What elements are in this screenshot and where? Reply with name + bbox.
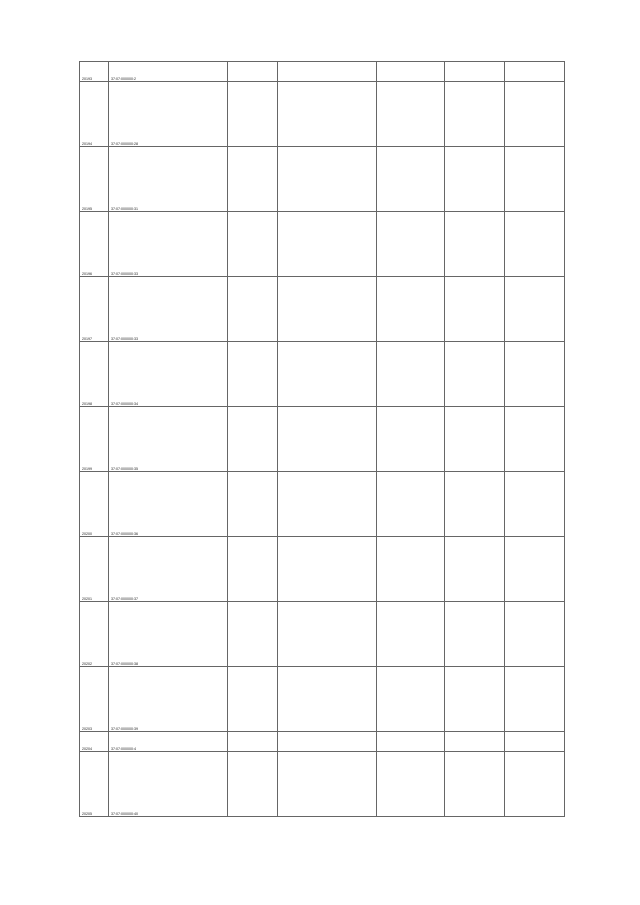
cadastral-number: 37:07:000000:2 <box>109 62 228 82</box>
table-row <box>80 342 565 407</box>
empty-cell <box>504 342 564 407</box>
row-number: 20193 <box>80 62 109 82</box>
land-category-cell <box>277 147 376 212</box>
cadastral-number: 37:07:000000:37 <box>109 537 228 602</box>
permitted-use-cell <box>377 407 444 472</box>
row-number: 20204 <box>80 732 109 752</box>
empty-cell <box>444 147 504 212</box>
address-cell <box>228 732 278 752</box>
permitted-use-cell <box>377 602 444 667</box>
address-cell <box>228 342 278 407</box>
empty-cell <box>444 342 504 407</box>
permitted-use-cell <box>377 472 444 537</box>
cadastral-number: 37:07:000000:33 <box>109 277 228 342</box>
empty-cell <box>504 752 564 817</box>
row-number: 20200 <box>80 472 109 537</box>
address-cell <box>228 147 278 212</box>
empty-cell <box>504 147 564 212</box>
row-number: 20205 <box>80 752 109 817</box>
table-row <box>80 752 565 817</box>
row-number: 20202 <box>80 602 109 667</box>
land-registry-table <box>79 61 565 817</box>
cadastral-number: 37:07:000000:39 <box>109 667 228 732</box>
row-number: 20198 <box>80 342 109 407</box>
empty-cell <box>504 277 564 342</box>
cadastral-number: 37:07:000000:36 <box>109 472 228 537</box>
land-category-cell <box>277 82 376 147</box>
address-cell <box>228 537 278 602</box>
cadastral-number: 37:07:000000:31 <box>109 147 228 212</box>
address-cell <box>228 407 278 472</box>
empty-cell <box>504 602 564 667</box>
empty-cell <box>444 667 504 732</box>
land-category-cell <box>277 602 376 667</box>
permitted-use-cell <box>377 537 444 602</box>
land-category-cell <box>277 472 376 537</box>
row-number: 20196 <box>80 212 109 277</box>
row-number: 20195 <box>80 147 109 212</box>
empty-cell <box>444 732 504 752</box>
empty-cell <box>444 752 504 817</box>
cadastral-number: 37:07:000000:40 <box>109 752 228 817</box>
empty-cell <box>444 602 504 667</box>
empty-cell <box>444 62 504 82</box>
row-number: 20199 <box>80 407 109 472</box>
table-row <box>80 62 565 82</box>
empty-cell <box>444 407 504 472</box>
row-number: 20201 <box>80 537 109 602</box>
empty-cell <box>504 62 564 82</box>
address-cell <box>228 752 278 817</box>
land-category-cell <box>277 277 376 342</box>
empty-cell <box>444 82 504 147</box>
permitted-use-cell <box>377 667 444 732</box>
permitted-use-cell <box>377 732 444 752</box>
address-cell <box>228 602 278 667</box>
permitted-use-cell <box>377 277 444 342</box>
empty-cell <box>504 82 564 147</box>
empty-cell <box>504 472 564 537</box>
permitted-use-cell <box>377 212 444 277</box>
empty-cell <box>444 212 504 277</box>
row-number: 20194 <box>80 82 109 147</box>
empty-cell <box>504 212 564 277</box>
land-category-cell <box>277 667 376 732</box>
land-category-cell <box>277 342 376 407</box>
empty-cell <box>504 407 564 472</box>
empty-cell <box>504 667 564 732</box>
cadastral-number: 37:07:000000:35 <box>109 407 228 472</box>
table-row <box>80 277 565 342</box>
address-cell <box>228 62 278 82</box>
table-body <box>80 62 565 817</box>
empty-cell <box>504 537 564 602</box>
permitted-use-cell <box>377 82 444 147</box>
address-cell <box>228 667 278 732</box>
land-category-cell <box>277 407 376 472</box>
row-number: 20203 <box>80 667 109 732</box>
cadastral-number: 37:07:000000:28 <box>109 82 228 147</box>
land-category-cell <box>277 732 376 752</box>
table-row <box>80 732 565 752</box>
cadastral-number: 37:07:000000:33 <box>109 212 228 277</box>
permitted-use-cell <box>377 147 444 212</box>
empty-cell <box>444 472 504 537</box>
cadastral-number: 37:07:000000:38 <box>109 602 228 667</box>
table-row <box>80 407 565 472</box>
empty-cell <box>444 537 504 602</box>
land-category-cell <box>277 537 376 602</box>
land-category-cell <box>277 752 376 817</box>
empty-cell <box>444 277 504 342</box>
table-row <box>80 537 565 602</box>
empty-cell <box>504 732 564 752</box>
table-row <box>80 472 565 537</box>
table-row <box>80 667 565 732</box>
address-cell <box>228 277 278 342</box>
address-cell <box>228 212 278 277</box>
address-cell <box>228 82 278 147</box>
table-row <box>80 82 565 147</box>
address-cell <box>228 472 278 537</box>
permitted-use-cell <box>377 752 444 817</box>
table-row <box>80 147 565 212</box>
table-row <box>80 212 565 277</box>
permitted-use-cell <box>377 342 444 407</box>
cadastral-number: 37:07:000000:4 <box>109 732 228 752</box>
cadastral-number: 37:07:000000:34 <box>109 342 228 407</box>
land-category-cell <box>277 62 376 82</box>
table-row <box>80 602 565 667</box>
land-category-cell <box>277 212 376 277</box>
permitted-use-cell <box>377 62 444 82</box>
row-number: 20197 <box>80 277 109 342</box>
